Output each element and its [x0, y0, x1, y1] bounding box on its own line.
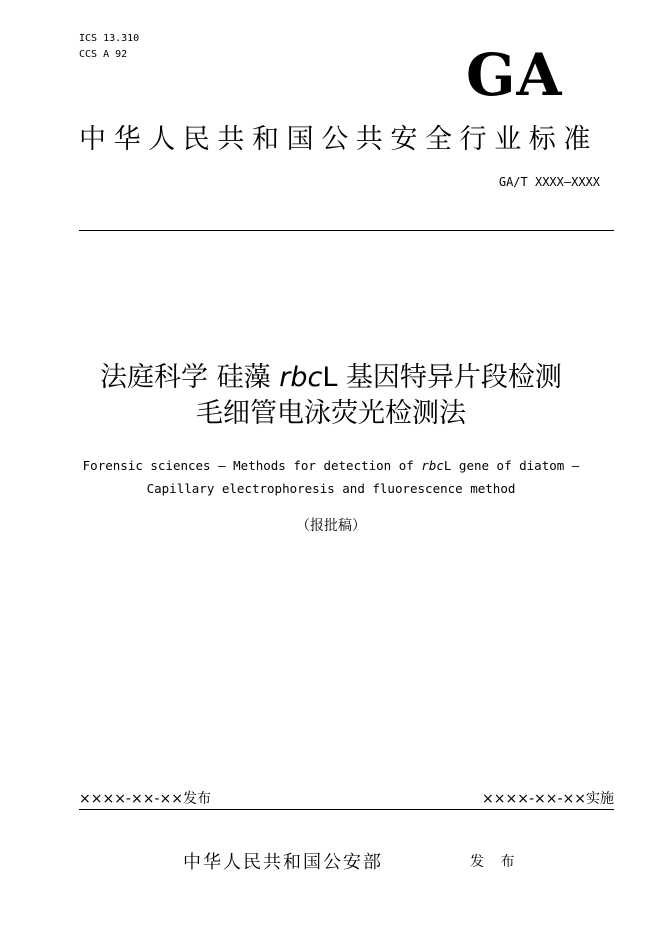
header-divider: [79, 230, 614, 231]
draft-status: （报批稿）: [296, 518, 366, 534]
issue-word: 发 布: [470, 854, 521, 870]
ga-logo: GA: [466, 41, 563, 109]
title-cn-line2: 毛细管电泳荧光检测法: [196, 398, 466, 429]
implement-date: ××××-××-××实施: [482, 791, 614, 807]
title-en-gene: rbc: [421, 458, 444, 473]
title-en-line1: [0, 454, 662, 477]
title-en-line2: Capillary electrophoresis and fluorescence method: [146, 481, 516, 496]
ics-code: ICS 13.310: [79, 33, 140, 44]
title-cn-suffix: L 基因特异片段检测: [322, 362, 562, 393]
title-en-suffix: L gene of diatom –: [443, 458, 580, 473]
standard-category: 中华人民共和国公共安全行业标准: [79, 124, 598, 155]
release-date: ××××-××-××发布: [79, 791, 211, 807]
title-en-prefix: Forensic sciences – Methods for detection of: [82, 458, 422, 473]
title-cn-prefix: 法庭科学 硅藻: [100, 362, 280, 393]
title-cn-line1: [0, 360, 662, 396]
classification-codes: [79, 31, 139, 63]
issuer: 中华人民共和国公安部: [183, 852, 383, 873]
title-cn-gene: rbc: [279, 362, 323, 393]
ccs-code: CCS A 92: [79, 49, 128, 60]
footer-divider: [79, 809, 614, 810]
standard-number: GA/T XXXX—XXXX: [498, 175, 600, 189]
